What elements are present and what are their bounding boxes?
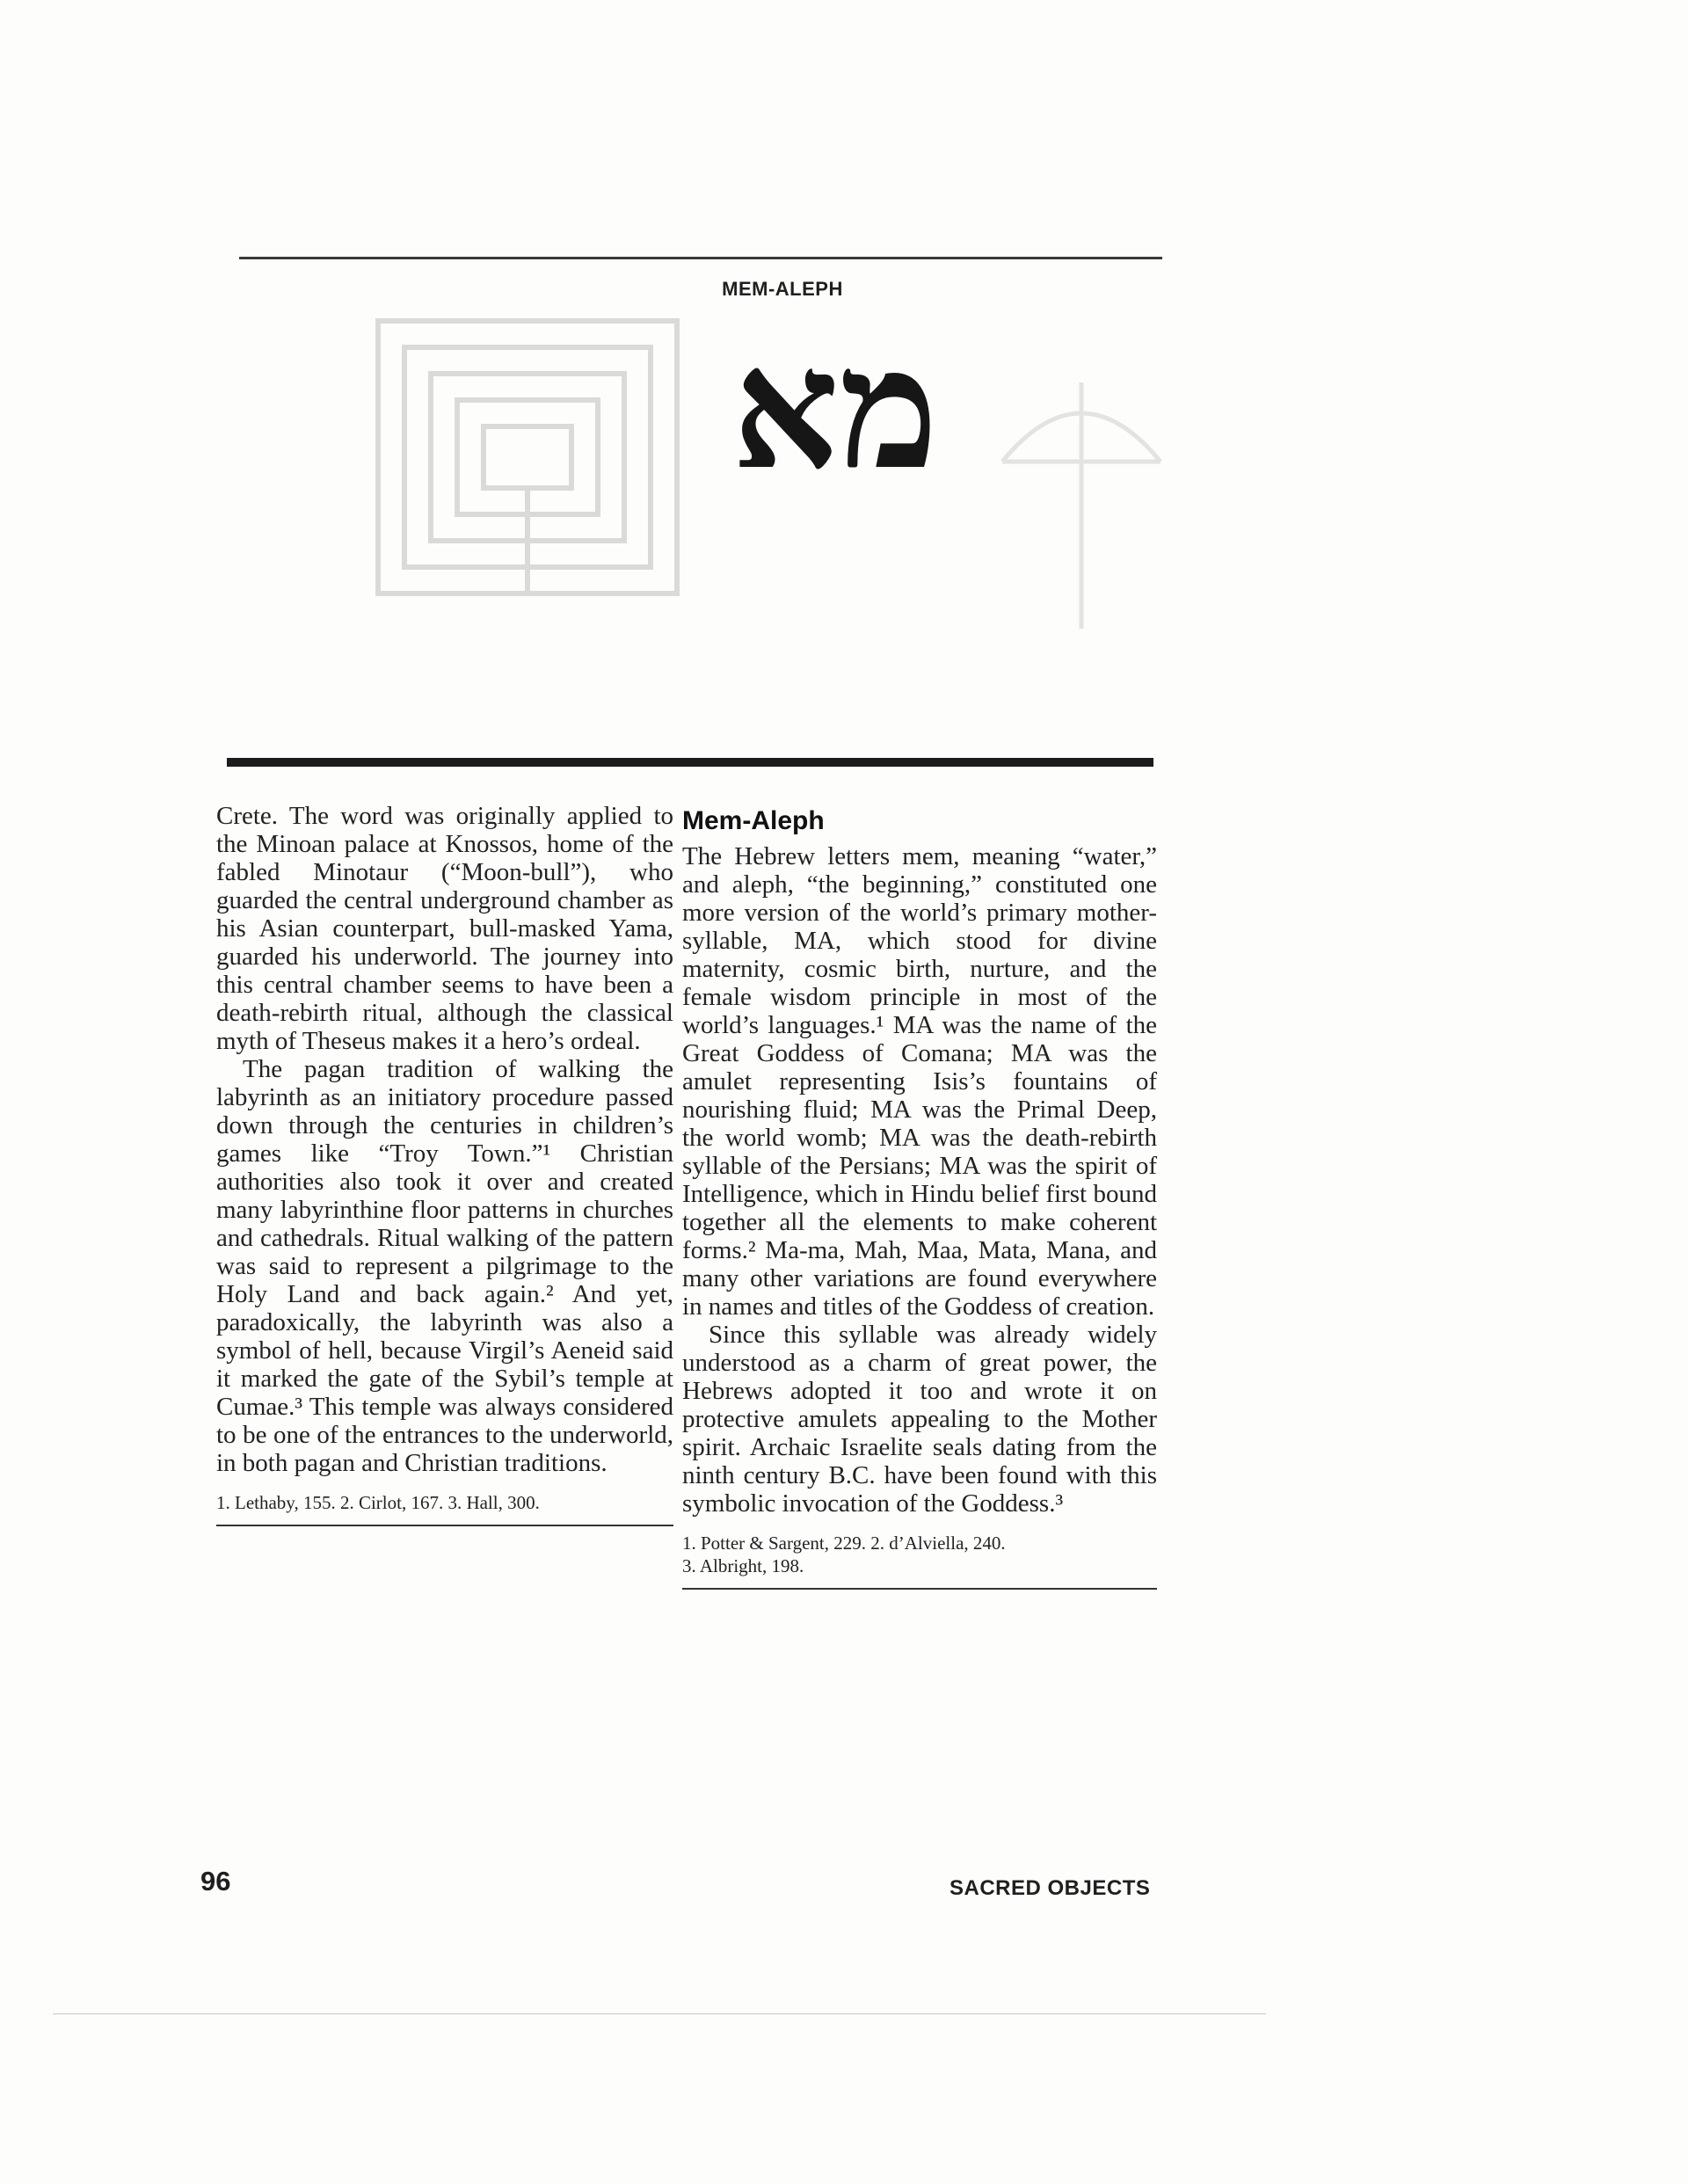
left-footnotes: 1. Lethaby, 155. 2. Cirlot, 167. 3. Hall, 300. xyxy=(216,1491,673,1526)
left-column xyxy=(216,802,673,1526)
right-column xyxy=(682,807,1157,1590)
right-footnotes-line-1: 1. Potter & Sargent, 229. 2. d’Alviella, 240. xyxy=(682,1532,1006,1554)
left-paragraph-1: Crete. The word was originally applied to the Minoan palace at Knossos, home of the fabled Minotaur (“Moon-bull”), who guarded the central underground chamber as his Asian counterpart, bull-masked Yama, guarded his underworld. The journey into this central chamber seems to have been a death-rebirth ritual, although the classical myth of Theseus makes it a hero’s ordeal. xyxy=(216,802,673,1055)
hebrew-mem-aleph-glyphs: מא xyxy=(731,310,939,506)
section-title: Mem-Aleph xyxy=(682,806,825,835)
header-rule xyxy=(239,257,1162,259)
section-divider xyxy=(227,758,1153,767)
compass-ghost-figure xyxy=(985,347,1178,637)
page-number: 96 xyxy=(200,1866,231,1896)
right-paragraph-1: The Hebrew letters mem, meaning “water,” and aleph, “the beginning,” constituted one more version of the world’s primary mother-syllable, MA, which stood for divine maternity, cosmic birth, nurture, and the female wisdom principle in most of the world’s languages.¹ MA was the name of the Great Goddess of Comana; MA was the amulet representing Isis’s fountains of nourishing fluid; MA was the Primal Deep, the world womb; MA was the death-rebirth syllable of the Persians; MA was the spirit of Intelligence, which in Hindu belief first bound together all the elements to make coherent forms.² Ma-ma, Mah, Maa, Mata, Mana, and many other variations are found everywhere in names and titles of the Goddess of creation. xyxy=(682,842,1157,1321)
labyrinth-ghost-figure xyxy=(369,312,686,602)
footer-section-name: SACRED OBJECTS xyxy=(950,1876,1151,1900)
left-paragraph-2: The pagan tradition of walking the labyrinth as an initiatory procedure passed down through the centuries in children’s games like “Troy Town.”¹ Christian authorities also took it over and created many labyrinthine floor patterns in churches and cathedrals. Ritual walking of the pattern was said to represent a pilgrimage to the Holy Land and back again.² And yet, paradoxically, the labyrinth was also a symbol of hell, because Virgil’s Aeneid said it marked the gate of the Sybil’s temple at Cumae.³ This temple was always considered to be one of the entrances to the underworld, in both pagan and Christian traditions. xyxy=(216,1055,673,1477)
right-footnotes-line-2: 3. Albright, 198. xyxy=(682,1555,804,1576)
page-edge-line xyxy=(53,2013,1266,2014)
right-paragraph-2: Since this syllable was already widely understood as a charm of great power, the Hebrews adopted it too and wrote it on protective amulets appealing to the Mother spirit. Archaic Israelite seals dating from the ninth century B.C. have been found with this symbolic invocation of the Goddess.³ xyxy=(682,1321,1157,1518)
right-footnotes xyxy=(682,1532,1157,1590)
entry-heading: MEM-ALEPH xyxy=(722,278,843,300)
